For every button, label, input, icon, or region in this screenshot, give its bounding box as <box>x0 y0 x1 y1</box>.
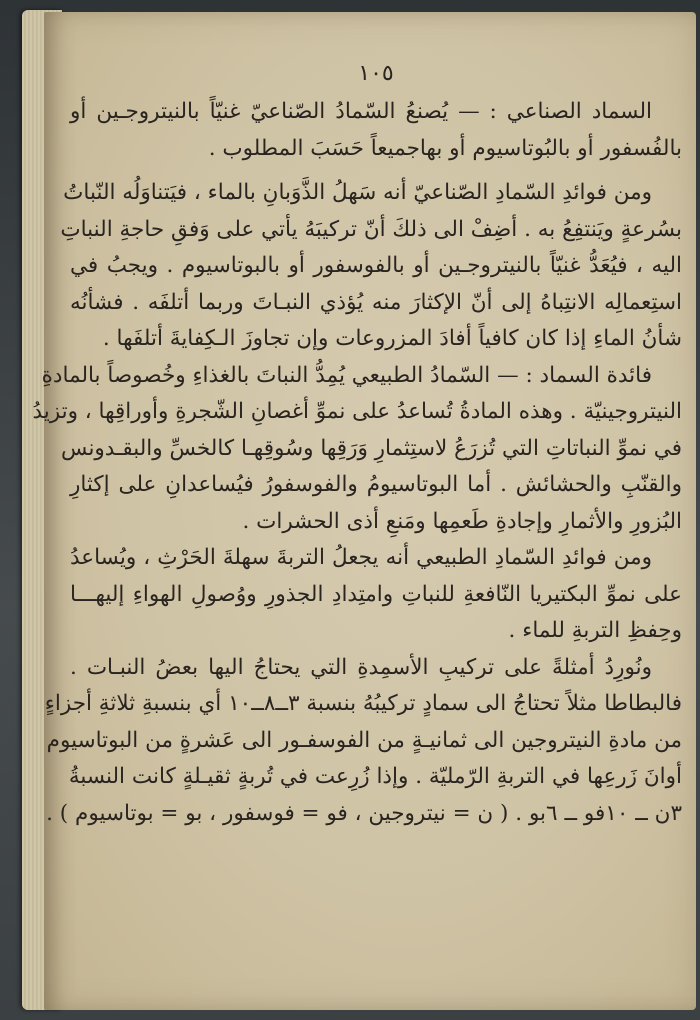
text-line: فائدة السماد : — السّمادُ الطبيعي يُمِدُّ النباتَ بالغذاءِ وخُصوصاً بالمادةِ <box>41 362 652 388</box>
page-number: ١٠٥ <box>358 61 394 86</box>
text-line: البُزورِ والأثمارِ وإجادةِ طَعمِها ومَنعِ أذى الحشرات . <box>242 508 682 534</box>
paragraph <box>60 175 682 358</box>
text-line: ومن فوائدِ السّمادِ الصّناعيّ أنه سَهلُ الذَّوَبانِ بالماء ، فيَتناوَلُه النّباتُ <box>63 180 652 205</box>
text-line: من مادةِ النيتروجين الى ثمانيـةٍ من الفوسفـور الى عَشرةٍ من البوتاسيوم <box>46 727 682 753</box>
paragraph <box>70 540 682 650</box>
text-line: ونُورِدُ أمثلةً على تركيبِ الأسمِدةِ التي يحتاجُ اليها بعضُ النبـات . <box>70 654 652 680</box>
text-line: بالفُسفور أو بالبُوتاسيوم أو بهاجميعاً حَسَبَ المطلوب . <box>208 135 682 161</box>
text-line: اليه ، فيُعَدُّ غنيّاً بالنيتروجـين أو بالفوسفور أو بالبوتاسيوم . ويجبُ في <box>70 253 682 278</box>
text-line: بسُرعةٍ ويَنتفِعُ به . أضِفْ الى ذلكَ أنّ تركيبَهُ يأتي على وَفقِ حاجةِ النباتِ <box>60 216 682 242</box>
paragraph <box>44 650 682 833</box>
paragraph <box>32 358 682 541</box>
text-line: والقنّبِ والحشائش . أما البوتاسيومُ والفوسفورُ فيُساعدانِ على إكثارِ <box>70 472 682 497</box>
paragraph <box>70 94 682 167</box>
paragraph-gap <box>70 167 682 175</box>
text-line: وحِفظِ التربةِ للماء . <box>508 618 682 643</box>
text-line: السماد الصناعي : — يُصنعُ السّمادُ الصّناعيّ غنيّاً بالنيتروجـين أو <box>70 99 652 124</box>
page-content <box>32 60 682 832</box>
text-line: في نموِّ النباتاتِ التي تُزرَعُ لاستِثمارِ وَرَقِها وسُوقِهـا كالخسِّ والبقـدونس <box>61 435 682 461</box>
text-line: ٣ن ــ ١٠فو ــ ٦بو . ( ن = نيتروجين ، فو = فوسفور ، بو = بوتاسيوم ) . <box>46 800 682 826</box>
text-line: على نموِّ البكتيريا النّافعةِ للنباتِ وامتِدادِ الجذورِ ووُصولِ الهواءِ إليهـــا <box>70 581 682 607</box>
text-line: شأنُ الماءِ إذا كان كافياً أفادَ المزروعات وإن تجاوزَ الـكِفايةَ أتلفَها . <box>102 326 682 351</box>
text-line: فالبطاطا مثلاً تحتاجُ الى سمادٍ تركيبُهُ بنسبة ٣ــ٨ــ١٠ أي بنسبةِ ثلاثةِ أجزاءٍ <box>44 691 682 716</box>
text-line: استِعمالِه الانتِباهُ إلى أنّ الإكثارَ منه يُؤذي النبـاتَ وربما أتلفَه . فشأنُه <box>70 289 682 315</box>
text-line: النيتروجينيّة . وهذه المادةُ تُساعدُ على نموِّ أغصانِ الشّجرةِ وأوراقِها ، وتزيدُ <box>32 399 682 424</box>
text-line: ومن فوائدِ السّمادِ الطبيعي أنه يجعلُ التربةَ سهلةَ الحَرْثِ ، ويُساعدُ <box>70 545 652 570</box>
text-line: أوانَ زَرعِها في التربةِ الرّمليّة . وإذا زُرِعت في تُربةٍ ثقيـلةٍ كانت النسبةُ <box>68 764 682 789</box>
